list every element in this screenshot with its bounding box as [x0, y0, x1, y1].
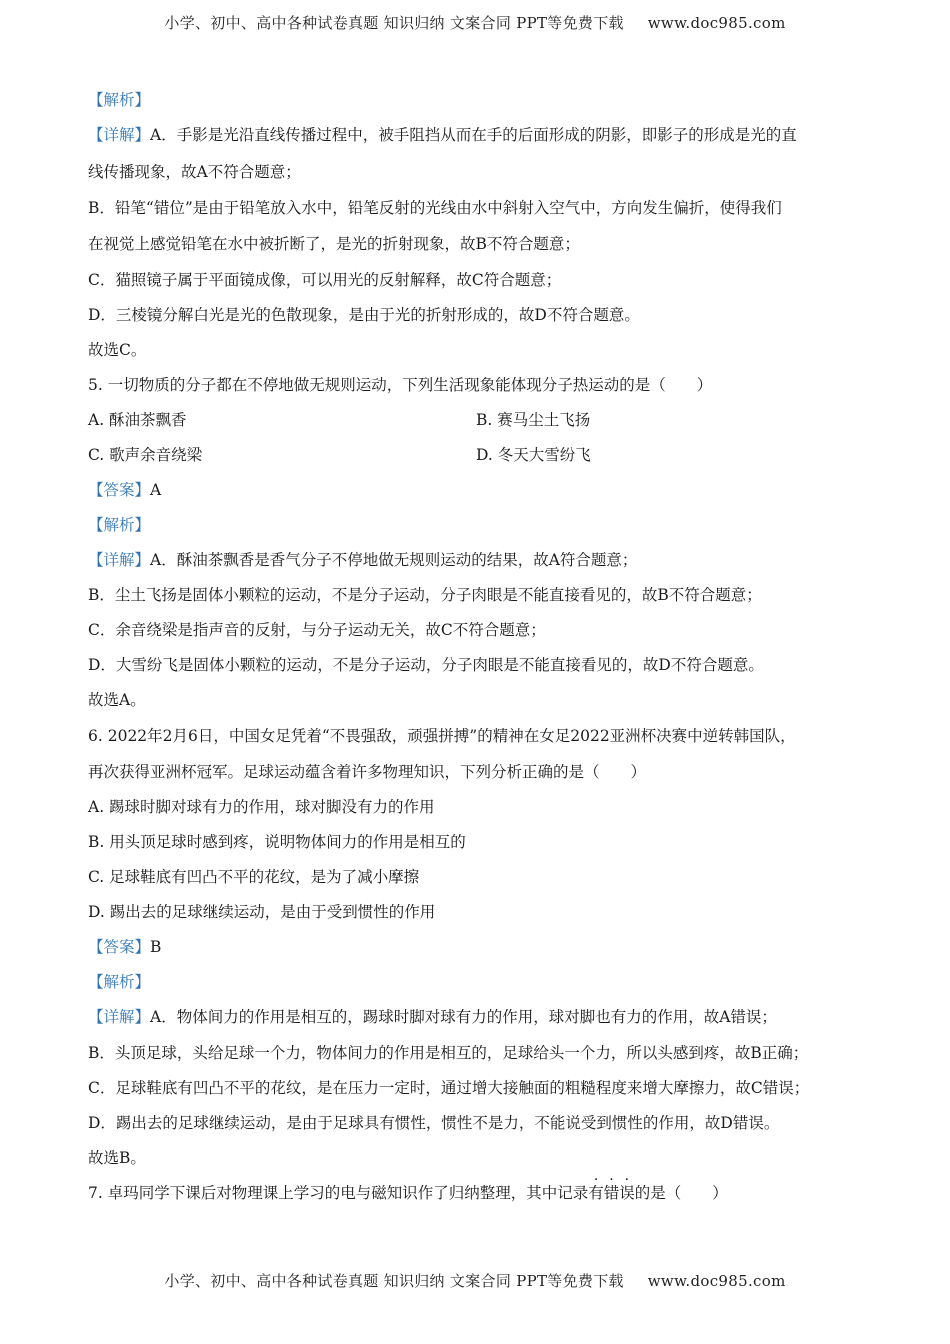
q6-detail-c: C．足球鞋底有凹凸不平的花纹，是在压力一定时，通过增大接触面的粗糙程度来增大摩擦力，故C错误；	[88, 1079, 810, 1097]
q7-stem-emphasis	[588, 1172, 635, 1202]
q6-detail-tag: 【详解】	[88, 1008, 151, 1026]
q5-answer-tag: 【答案】	[88, 481, 151, 499]
q4-detail-c: C．猫照镜子属于平面镜成像，可以用光的反射解释，故C符合题意；	[88, 271, 562, 289]
emphasis-dot: ·	[624, 1172, 630, 1188]
q6-option-a: A. 踢球时脚对球有力的作用，球对脚没有力的作用	[88, 798, 435, 816]
footer-text: 小学、初中、高中各种试卷真题 知识归纳 文案合同 PPT等免费下载	[164, 1272, 624, 1290]
q5-option-a: A. 酥油茶飘香	[88, 411, 187, 429]
page-footer	[0, 1270, 950, 1291]
q5-choice: 故选A。	[88, 691, 146, 709]
q5-detail-tag: 【详解】	[88, 551, 151, 569]
q6-detail-d: D．踢出去的足球继续运动，是由于足球具有惯性，惯性不是力，不能说受到惯性的作用，故D错误。	[88, 1114, 780, 1132]
q5-detail-b: B．尘土飞扬是固体小颗粒的运动，不是分子运动，分子肉眼是不能直接看见的，故B不符合题意；	[88, 586, 762, 604]
q6-stem-line2: 再次获得亚洲杯冠军。足球运动蕴含着许多物理知识，下列分析正确的是（ ）	[88, 763, 647, 781]
q7-stem	[88, 1172, 728, 1204]
q6-detail-a-text: A．物体间力的作用是相互的，踢球时脚对球有力的作用，球对脚也有力的作用，故A错误；	[150, 1008, 777, 1026]
q4-choice: 故选C。	[88, 341, 147, 359]
page-header	[0, 12, 950, 33]
q6-stem-line1: 6. 2022年2月6日，中国女足凭着“不畏强敌，顽强拼搏”的精神在女足2022亚洲杯决赛中逆转韩国队，	[88, 727, 796, 745]
footer-site[interactable]: www.doc985.com	[647, 1272, 786, 1290]
q6-detail-b: B．头顶足球，头给足球一个力，物体间力的作用是相互的，足球给头一个力，所以头感到疼，故B正确；	[88, 1044, 809, 1062]
q4-detail-b-line1: B．铅笔“错位”是由于铅笔放入水中，铅笔反射的光线由水中斜射入空气中，方向发生偏折，使得我们	[88, 199, 782, 217]
q5-answer	[88, 479, 161, 501]
q4-detail-d: D．三棱镜分解白光是光的色散现象，是由于光的折射形成的，故D不符合题意。	[88, 306, 640, 324]
q6-answer	[88, 936, 161, 958]
q6-option-c: C. 足球鞋底有凹凸不平的花纹，是为了减小摩擦	[88, 868, 420, 886]
q6-option-d: D. 踢出去的足球继续运动，是由于受到惯性的作用	[88, 903, 436, 921]
q5-detail-a-text: A．酥油茶飘香是香气分子不停地做无规则运动的结果，故A符合题意；	[150, 551, 638, 569]
q4-detail-a-line1	[88, 124, 797, 146]
q5-detail-c: C．余音绕梁是指声音的反射，与分子运动无关，故C不符合题意；	[88, 621, 546, 639]
emphasis-dot: ·	[609, 1172, 614, 1188]
emphasis-dot: ·	[593, 1172, 599, 1188]
q7-stem-pre: 7. 卓玛同学下课后对物理课上学习的电与磁知识作了归纳整理，其中记录	[88, 1184, 589, 1202]
q5-option-d: D. 冬天大雪纷飞	[476, 446, 591, 464]
q4-analysis-tag: 【解析】	[88, 91, 151, 109]
q6-detail-a	[88, 1006, 777, 1028]
q5-stem: 5. 一切物质的分子都在不停地做无规则运动，下列生活现象能体现分子热运动的是（ ）	[88, 376, 713, 394]
q4-detail-tag: 【详解】	[88, 126, 151, 144]
q6-answer-value: B	[150, 938, 162, 956]
q5-analysis-tag: 【解析】	[88, 516, 151, 534]
q6-choice: 故选B。	[88, 1149, 146, 1167]
q5-option-c: C. 歌声余音绕梁	[88, 446, 203, 464]
q7-stem-emph-text: 有错误	[588, 1184, 635, 1202]
q4-detail-b-line2: 在视觉上感觉铅笔在水中被折断了，是光的折射现象，故B不符合题意；	[88, 235, 580, 253]
q6-analysis-tag: 【解析】	[88, 973, 151, 991]
q6-answer-tag: 【答案】	[88, 938, 151, 956]
header-text: 小学、初中、高中各种试卷真题 知识归纳 文案合同 PPT等免费下载	[164, 14, 624, 32]
q5-detail-d: D．大雪纷飞是固体小颗粒的运动，不是分子运动，分子肉眼是不能直接看见的，故D不符合题意。	[88, 656, 764, 674]
header-site[interactable]: www.doc985.com	[647, 14, 786, 32]
q5-answer-value: A	[150, 481, 162, 499]
q4-detail-a-text1: A．手影是光沿直线传播过程中，被手阻挡从而在手的后面形成的阴影，即影子的形成是光的直	[150, 126, 797, 144]
q6-option-b: B. 用头顶足球时感到疼，说明物体间力的作用是相互的	[88, 833, 466, 851]
q7-stem-post: 的是（ ）	[634, 1184, 728, 1202]
q4-detail-a-line2: 线传播现象，故A不符合题意；	[88, 163, 301, 181]
q5-detail-a	[88, 549, 637, 571]
q5-option-b: B. 赛马尘土飞扬	[476, 411, 591, 429]
